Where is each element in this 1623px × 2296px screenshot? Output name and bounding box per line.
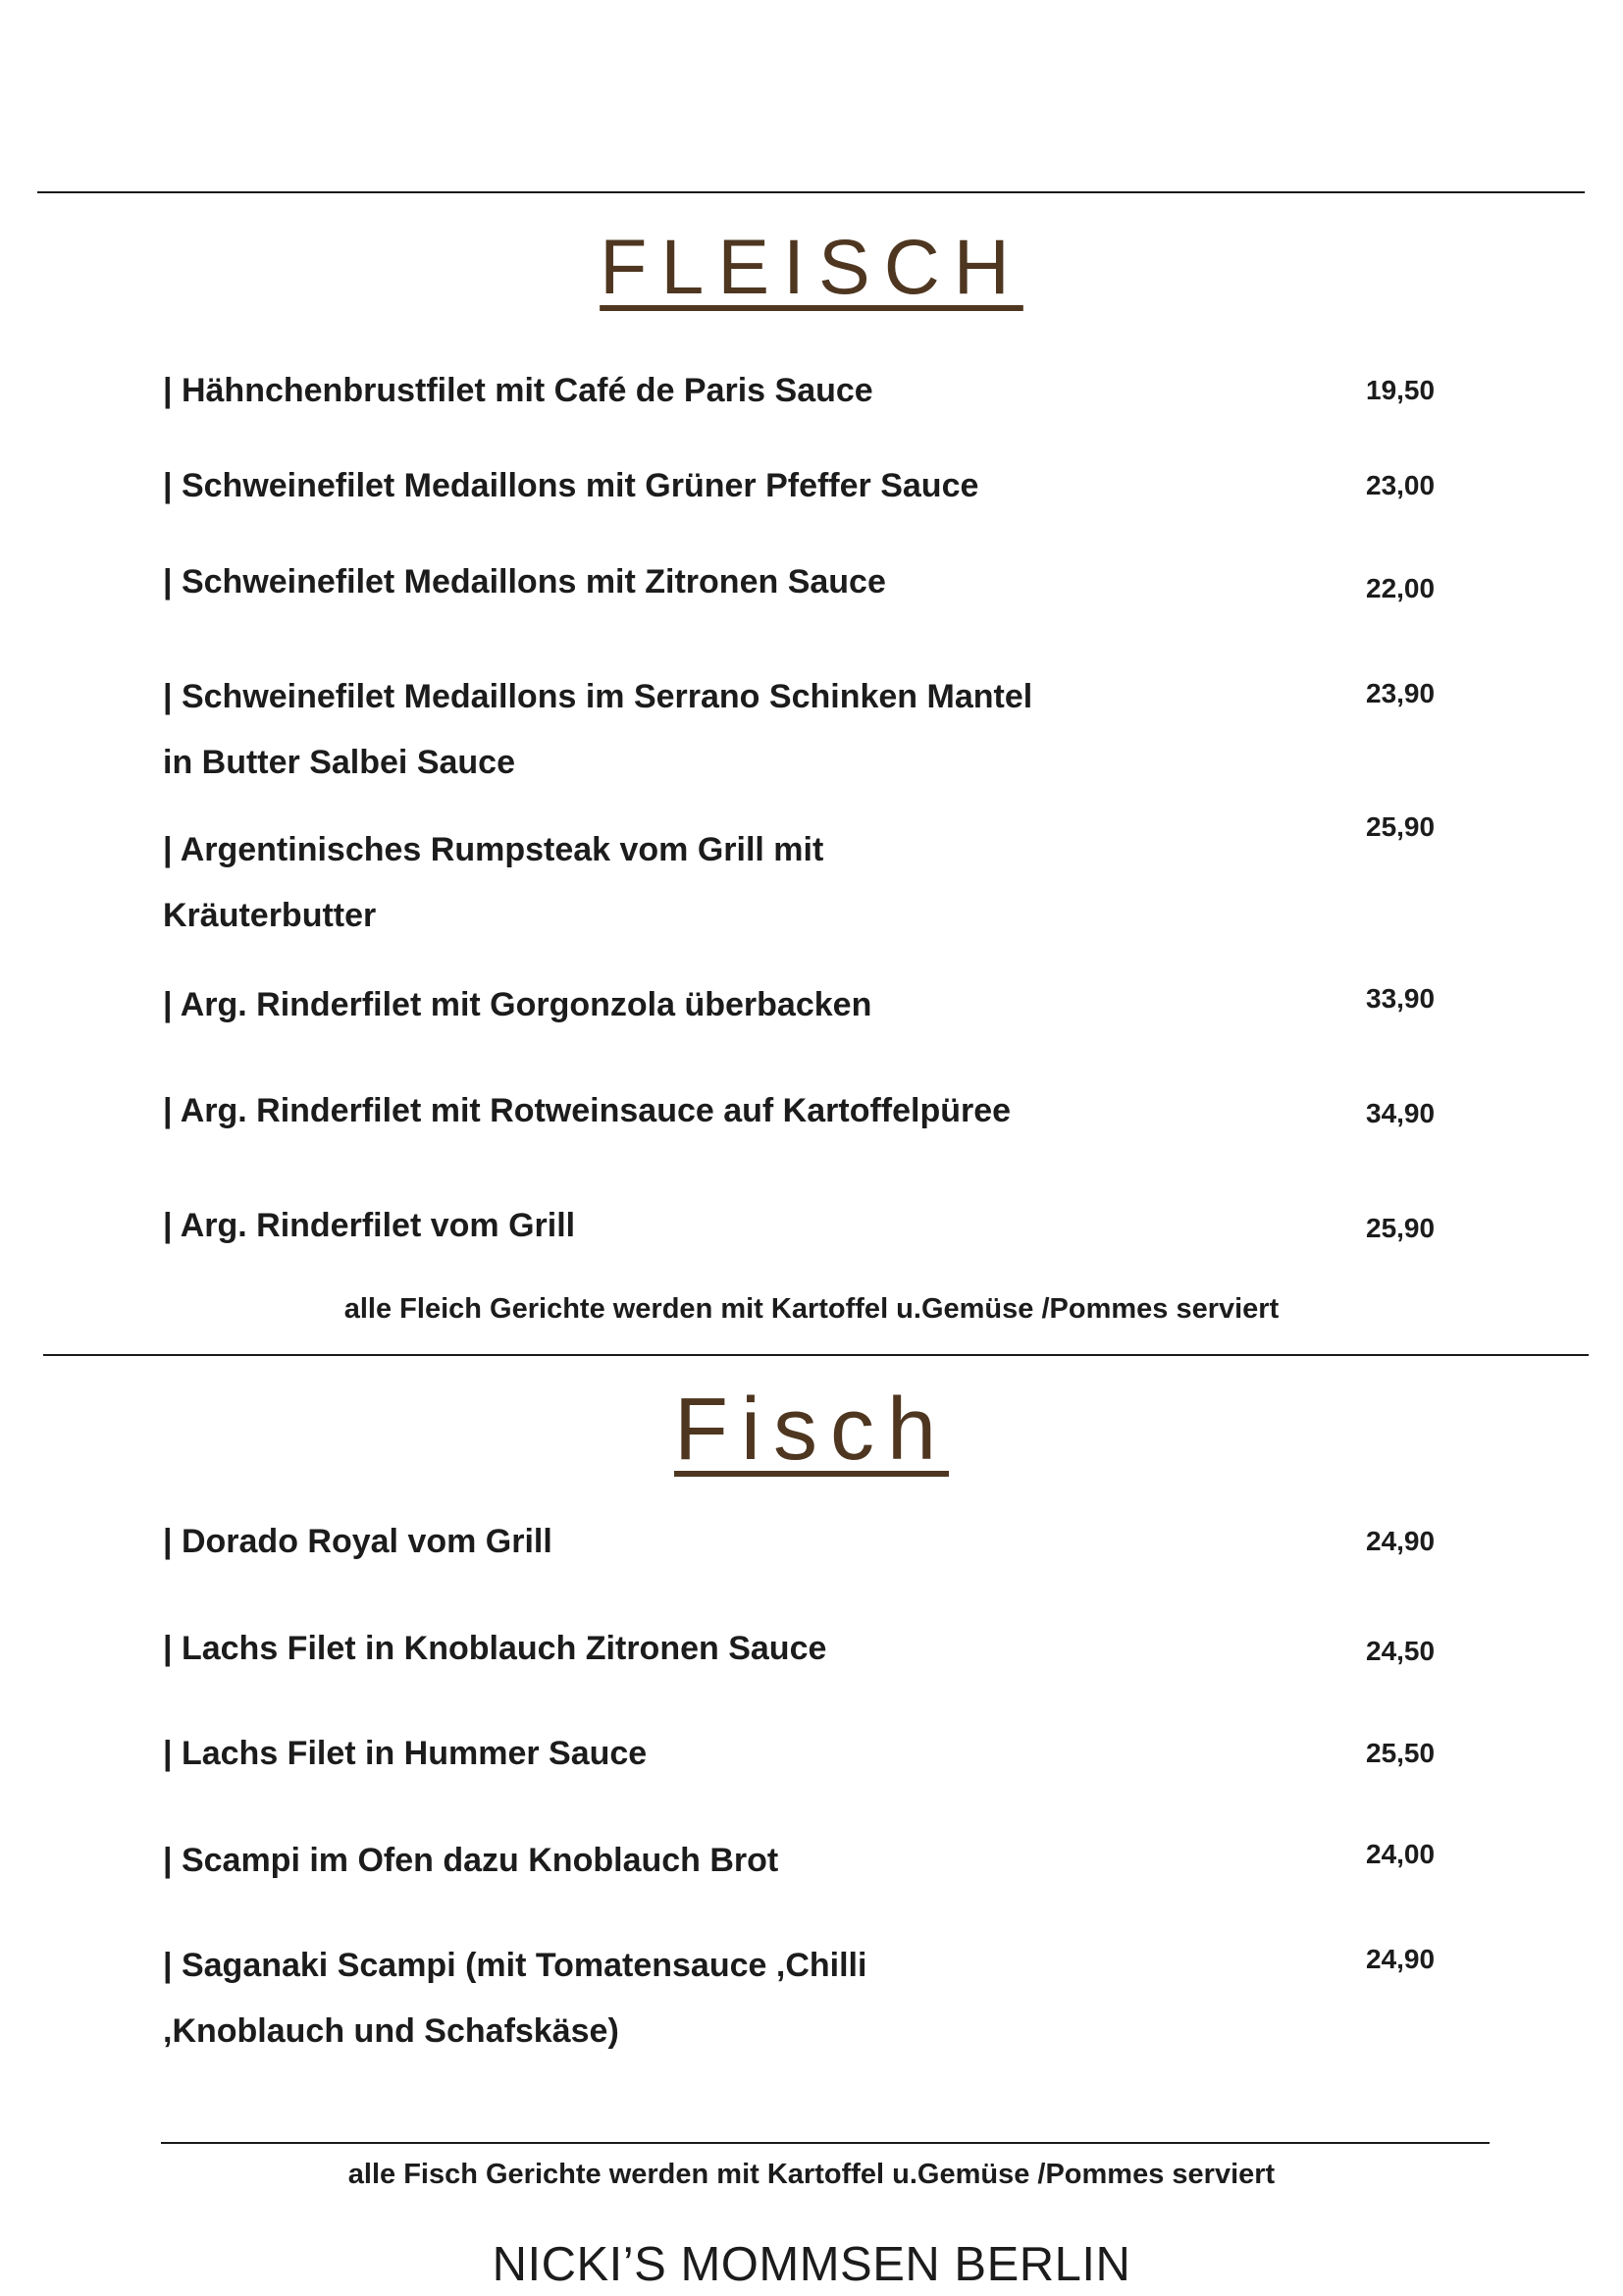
fisch-item-4-name: | Scampi im Ofen dazu Knoblauch Brot bbox=[163, 1842, 779, 1879]
fleisch-item-7-name: | Arg. Rinderfilet mit Rotweinsauce auf Kartoffelpüree bbox=[163, 1092, 1012, 1129]
fisch-item-5-price: 24,90 bbox=[1366, 1944, 1436, 1974]
fisch-item-2-price: 24,50 bbox=[1366, 1636, 1436, 1666]
fisch-heading bbox=[0, 1381, 1623, 1479]
fleisch-item-3-name: | Schweinefilet Medaillons mit Zitronen Sauce bbox=[163, 563, 886, 600]
fleisch-heading-text: FLEISCH bbox=[600, 223, 1023, 310]
top-divider bbox=[37, 191, 1585, 193]
fisch-item-5-name-cont: ,Knoblauch und Schafskäse) bbox=[163, 2012, 619, 2050]
fleisch-heading bbox=[0, 223, 1623, 310]
fleisch-item-3-price: 22,00 bbox=[1366, 573, 1436, 603]
fisch-item-5-name: | Saganaki Scampi (mit Tomatensauce ,Chilli bbox=[163, 1947, 867, 1984]
fleisch-item-5-name-cont: Kräuterbutter bbox=[163, 897, 377, 934]
fleisch-item-4-price: 23,90 bbox=[1366, 678, 1436, 708]
fleisch-item-1-price: 19,50 bbox=[1366, 375, 1436, 405]
fleisch-item-6-name: | Arg. Rinderfilet mit Gorgonzola überbacken bbox=[163, 986, 872, 1023]
fleisch-item-6-price: 33,90 bbox=[1366, 983, 1436, 1014]
fisch-item-1-name: | Dorado Royal vom Grill bbox=[163, 1523, 552, 1560]
fleisch-item-2-price: 23,00 bbox=[1366, 470, 1436, 500]
section-divider bbox=[43, 1354, 1589, 1356]
fleisch-item-7-price: 34,90 bbox=[1366, 1098, 1436, 1128]
fleisch-item-1-name: | Hähnchenbrustfilet mit Café de Paris Sauce bbox=[163, 372, 873, 409]
fleisch-item-2-name: | Schweinefilet Medaillons mit Grüner Pfeffer Sauce bbox=[163, 467, 979, 504]
fisch-note: alle Fisch Gerichte werden mit Kartoffel u.Gemüse /Pommes serviert bbox=[347, 2159, 1276, 2190]
fisch-heading-text: Fisch bbox=[673, 1381, 950, 1479]
fleisch-item-8-name: | Arg. Rinderfilet vom Grill bbox=[163, 1207, 576, 1244]
fisch-item-3-name: | Lachs Filet in Hummer Sauce bbox=[163, 1735, 648, 1772]
fleisch-item-5-name: | Argentinisches Rumpsteak vom Grill mit bbox=[163, 831, 824, 868]
fisch-item-2-name: | Lachs Filet in Knoblauch Zitronen Sauce bbox=[163, 1630, 827, 1667]
restaurant-name: NICKI’S MOMMSEN BERLIN bbox=[492, 2238, 1131, 2291]
fleisch-note: alle Fleich Gerichte werden mit Kartoffel u.Gemüse /Pommes serviert bbox=[343, 1293, 1280, 1325]
fleisch-item-4-name: | Schweinefilet Medaillons im Serrano Schinken Mantel bbox=[163, 678, 1033, 715]
fisch-item-1-price: 24,90 bbox=[1366, 1526, 1436, 1556]
bottom-divider bbox=[161, 2142, 1490, 2144]
fisch-item-3-price: 25,50 bbox=[1366, 1738, 1436, 1768]
fleisch-item-5-price: 25,90 bbox=[1366, 811, 1436, 842]
fleisch-item-8-price: 25,90 bbox=[1366, 1213, 1436, 1243]
fisch-item-4-price: 24,00 bbox=[1366, 1839, 1436, 1869]
fleisch-item-4-name-cont: in Butter Salbei Sauce bbox=[163, 744, 515, 781]
